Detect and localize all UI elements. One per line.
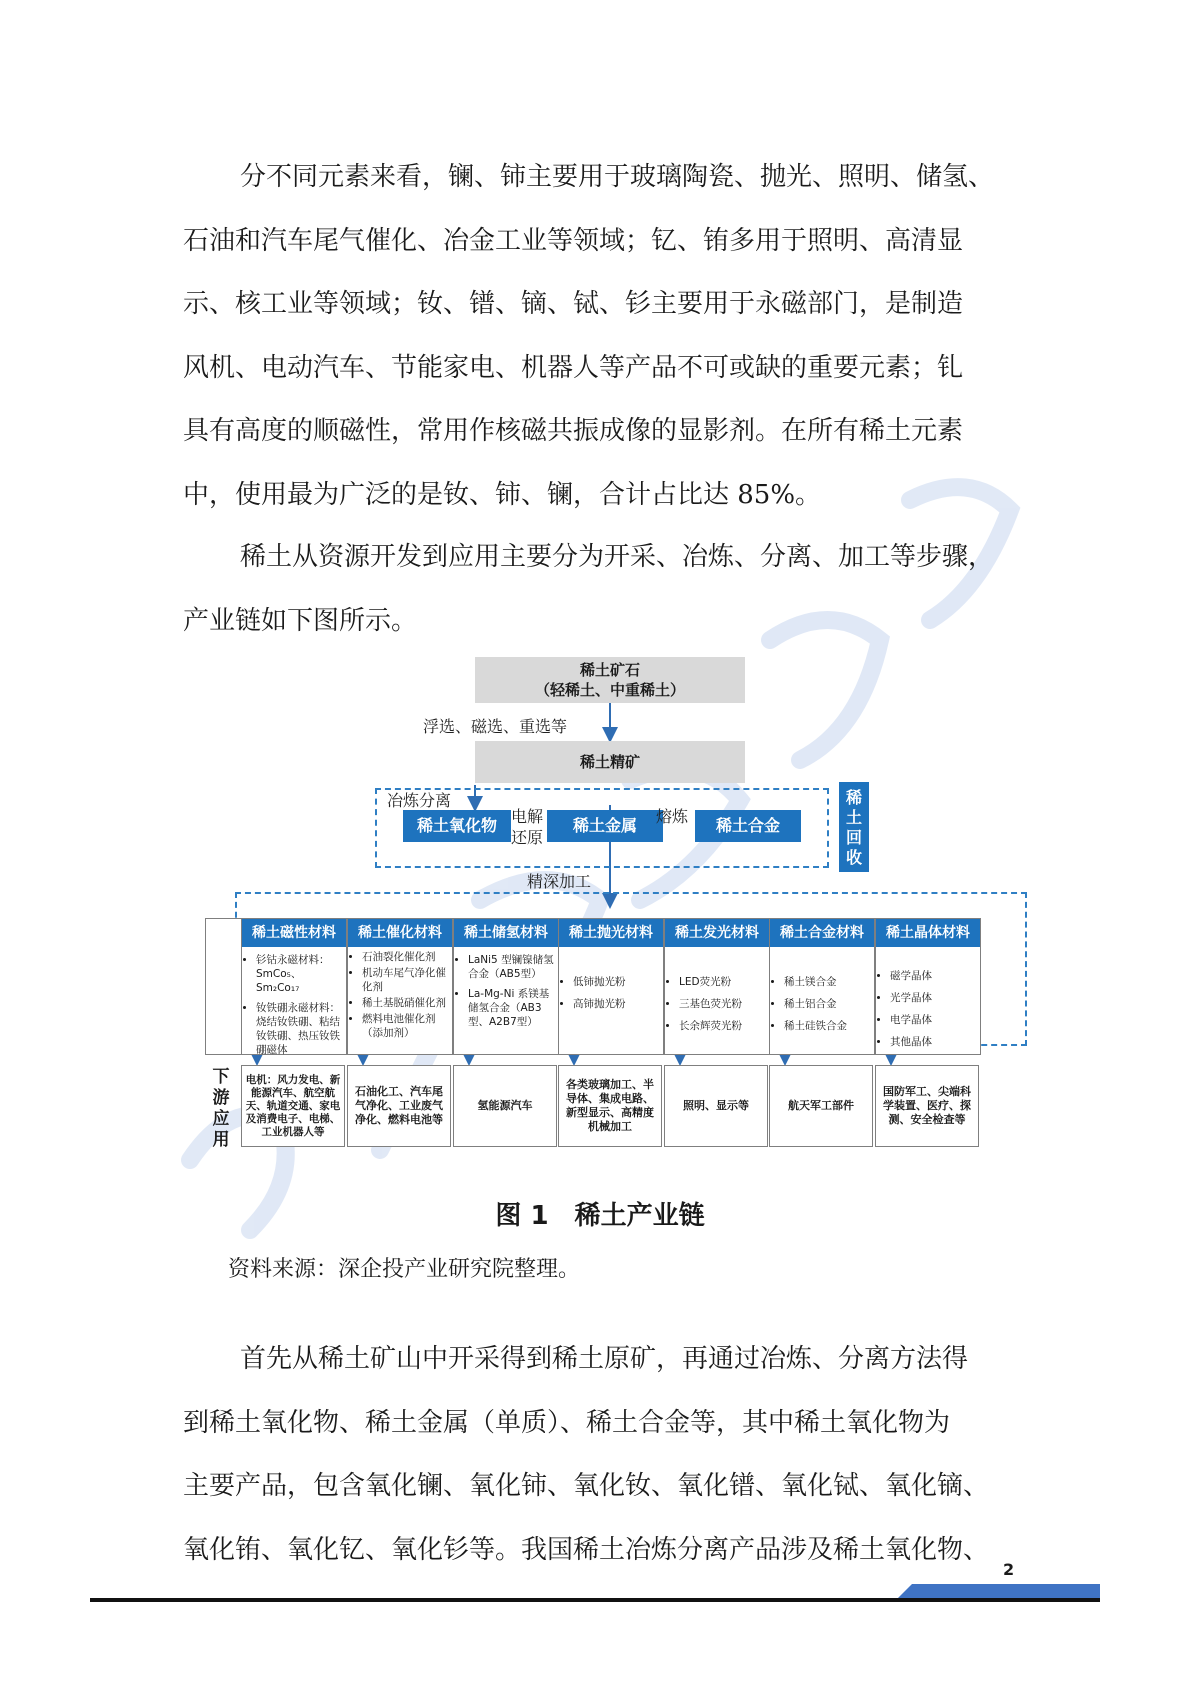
text-line: 稀土从资源开发到应用主要分为开采、冶炼、分离、加工等步骤， bbox=[240, 542, 995, 572]
ore-title: 稀土矿石 bbox=[579, 661, 640, 679]
material-title: 稀土储氢材料 bbox=[454, 919, 558, 947]
material-title: 稀土催化材料 bbox=[348, 919, 452, 947]
electrolysis-label-2: 还原 bbox=[511, 828, 544, 847]
material-item: • 稀土铝合金 bbox=[784, 997, 871, 1011]
beneficiation-label: 浮选、磁选、重选等 bbox=[423, 717, 568, 736]
text-line: 石油和汽车尾气催化、冶金工业等领域；钇、铕多用于照明、高清显 bbox=[183, 225, 964, 256]
downstream-box: 国防军工、尖端科学装置、医疗、探测、安全检查等 bbox=[875, 1065, 979, 1147]
ore-subtitle: （轻稀土、中重稀土） bbox=[534, 681, 685, 699]
material-item: • 钐钴永磁材料：SmCo₅、Sm₂Co₁₇ bbox=[256, 953, 343, 995]
material-item: • 稀土基脱硝催化剂 bbox=[362, 996, 449, 1010]
material-title: 稀土晶体材料 bbox=[876, 919, 980, 947]
downstream-box: 各类玻璃加工、半导体、集成电路、新型显示、高精度机械加工 bbox=[558, 1065, 662, 1147]
downstream-box: 照明、显示等 bbox=[664, 1065, 768, 1147]
material-item: • 稀土硅铁合金 bbox=[784, 1019, 871, 1033]
text-line: 首先从稀土矿山中开采得到稀土原矿，再通过冶炼、分离方法得 bbox=[240, 1344, 969, 1374]
material-item: • La-Mg-Ni 系镁基储氢合金（AB3 型、A2B7型） bbox=[468, 987, 555, 1029]
text-line: 氧化铕、氧化钇、氧化钐等。我国稀土冶炼分离产品涉及稀土氧化物、 bbox=[183, 1534, 990, 1565]
material-item: • 低铈抛光粉 bbox=[573, 975, 660, 989]
material-title: 稀土发光材料 bbox=[665, 919, 769, 947]
recycling-char: 收 bbox=[845, 848, 862, 867]
footer-rule bbox=[90, 1598, 1100, 1602]
figure-caption: 图 1 稀土产业链 bbox=[495, 1201, 705, 1231]
material-col-hydrogen bbox=[453, 918, 559, 1055]
material-col-crystal bbox=[875, 918, 981, 1055]
paragraph-elements bbox=[183, 146, 1028, 527]
material-col-magnetic bbox=[241, 918, 347, 1055]
material-item: • 高铈抛光粉 bbox=[573, 997, 660, 1011]
material-item: • 稀土镁合金 bbox=[784, 975, 871, 989]
electrolysis-label-1: 电解 bbox=[511, 807, 544, 826]
paragraph-process bbox=[183, 526, 1028, 653]
text-line: 具有高度的顺磁性，常用作核磁共振成像的显影剂。在所有稀土元素 bbox=[183, 416, 964, 446]
material-item: • 磁学晶体 bbox=[890, 969, 977, 983]
material-col-catalytic bbox=[347, 918, 453, 1055]
recycling-box bbox=[839, 782, 869, 872]
text-line: 产业链如下图所示。 bbox=[183, 605, 418, 636]
oxide-box: 稀土氧化物 bbox=[403, 810, 511, 842]
material-item: • 三基色荧光粉 bbox=[679, 997, 766, 1011]
footer-accent bbox=[898, 1584, 1100, 1598]
alloy-box: 稀土合金 bbox=[695, 810, 801, 842]
paragraph-products bbox=[183, 1328, 1028, 1582]
material-item: • LaNi5 型镧镍储氢合金（AB5型） bbox=[468, 953, 555, 981]
material-item: • 石油裂化催化剂 bbox=[362, 950, 449, 964]
industry-chain-diagram bbox=[205, 655, 1025, 1185]
material-item: • 电学晶体 bbox=[890, 1013, 977, 1027]
material-item: • 其他晶体 bbox=[890, 1035, 977, 1049]
text-line: 到稀土氧化物、稀土金属（单质）、稀土合金等，其中稀土氧化物为 bbox=[183, 1407, 951, 1438]
metal-box: 稀土金属 bbox=[547, 810, 663, 842]
recycling-char: 回 bbox=[845, 828, 862, 847]
deep-processing-label: 精深加工 bbox=[527, 872, 592, 891]
text-line: 分不同元素来看，镧、铈主要用于玻璃陶瓷、抛光、照明、储氢、 bbox=[240, 162, 995, 192]
page-number: 2 bbox=[1003, 1560, 1015, 1579]
text-line: 中，使用最为广泛的是钕、铈、镧，合计占比达 85%。 bbox=[183, 479, 822, 510]
material-item: • 机动车尾气净化催化剂 bbox=[362, 966, 449, 994]
downstream-box: 氢能源汽车 bbox=[453, 1065, 557, 1147]
downstream-box: 电机：风力发电、新能源汽车、航空航天、轨道交通、家电及消费电子、电梯、工业机器人等 bbox=[241, 1065, 345, 1147]
material-title: 稀土磁性材料 bbox=[242, 919, 346, 947]
text-line: 主要产品，包含氧化镧、氧化铈、氧化钕、氧化镨、氧化铽、氧化镝、 bbox=[183, 1471, 990, 1501]
smelting-label: 冶炼分离 bbox=[387, 791, 452, 810]
material-item: • 钕铁硼永磁材料：烧结钕铁硼、粘结钕铁硼、热压钕铁硼磁体 bbox=[256, 1001, 343, 1057]
material-col-polishing bbox=[558, 918, 664, 1055]
material-col-alloy bbox=[769, 918, 875, 1055]
material-title: 稀土合金材料 bbox=[770, 919, 874, 947]
text-line: 示、核工业等领域；钕、镨、镝、铽、钐主要用于永磁部门，是制造 bbox=[183, 289, 964, 319]
ore-box bbox=[475, 657, 745, 703]
material-item: • 长余辉荧光粉 bbox=[679, 1019, 766, 1033]
text-line: 风机、电动汽车、节能家电、机器人等产品不可或缺的重要元素；钆 bbox=[183, 352, 964, 383]
downstream-box: 石油化工、汽车尾气净化、工业废气净化、燃料电池等 bbox=[347, 1065, 451, 1147]
material-item: • 光学晶体 bbox=[890, 991, 977, 1005]
melting-label: 熔炼 bbox=[656, 807, 689, 826]
downstream-box: 航天军工部件 bbox=[769, 1065, 873, 1147]
material-title: 稀土抛光材料 bbox=[559, 919, 663, 947]
source-note: 资料来源：深企投产业研究院整理。 bbox=[228, 1257, 581, 1282]
recycling-char: 稀 bbox=[845, 788, 862, 807]
material-col-luminescent bbox=[664, 918, 770, 1055]
downstream-label: 下 游 应 用 bbox=[212, 1067, 230, 1150]
concentrate-box: 稀土精矿 bbox=[475, 741, 745, 783]
material-item: • LED荧光粉 bbox=[679, 975, 766, 989]
material-item: • 燃料电池催化剂（添加剂） bbox=[362, 1012, 449, 1040]
recycling-char: 土 bbox=[845, 808, 862, 827]
